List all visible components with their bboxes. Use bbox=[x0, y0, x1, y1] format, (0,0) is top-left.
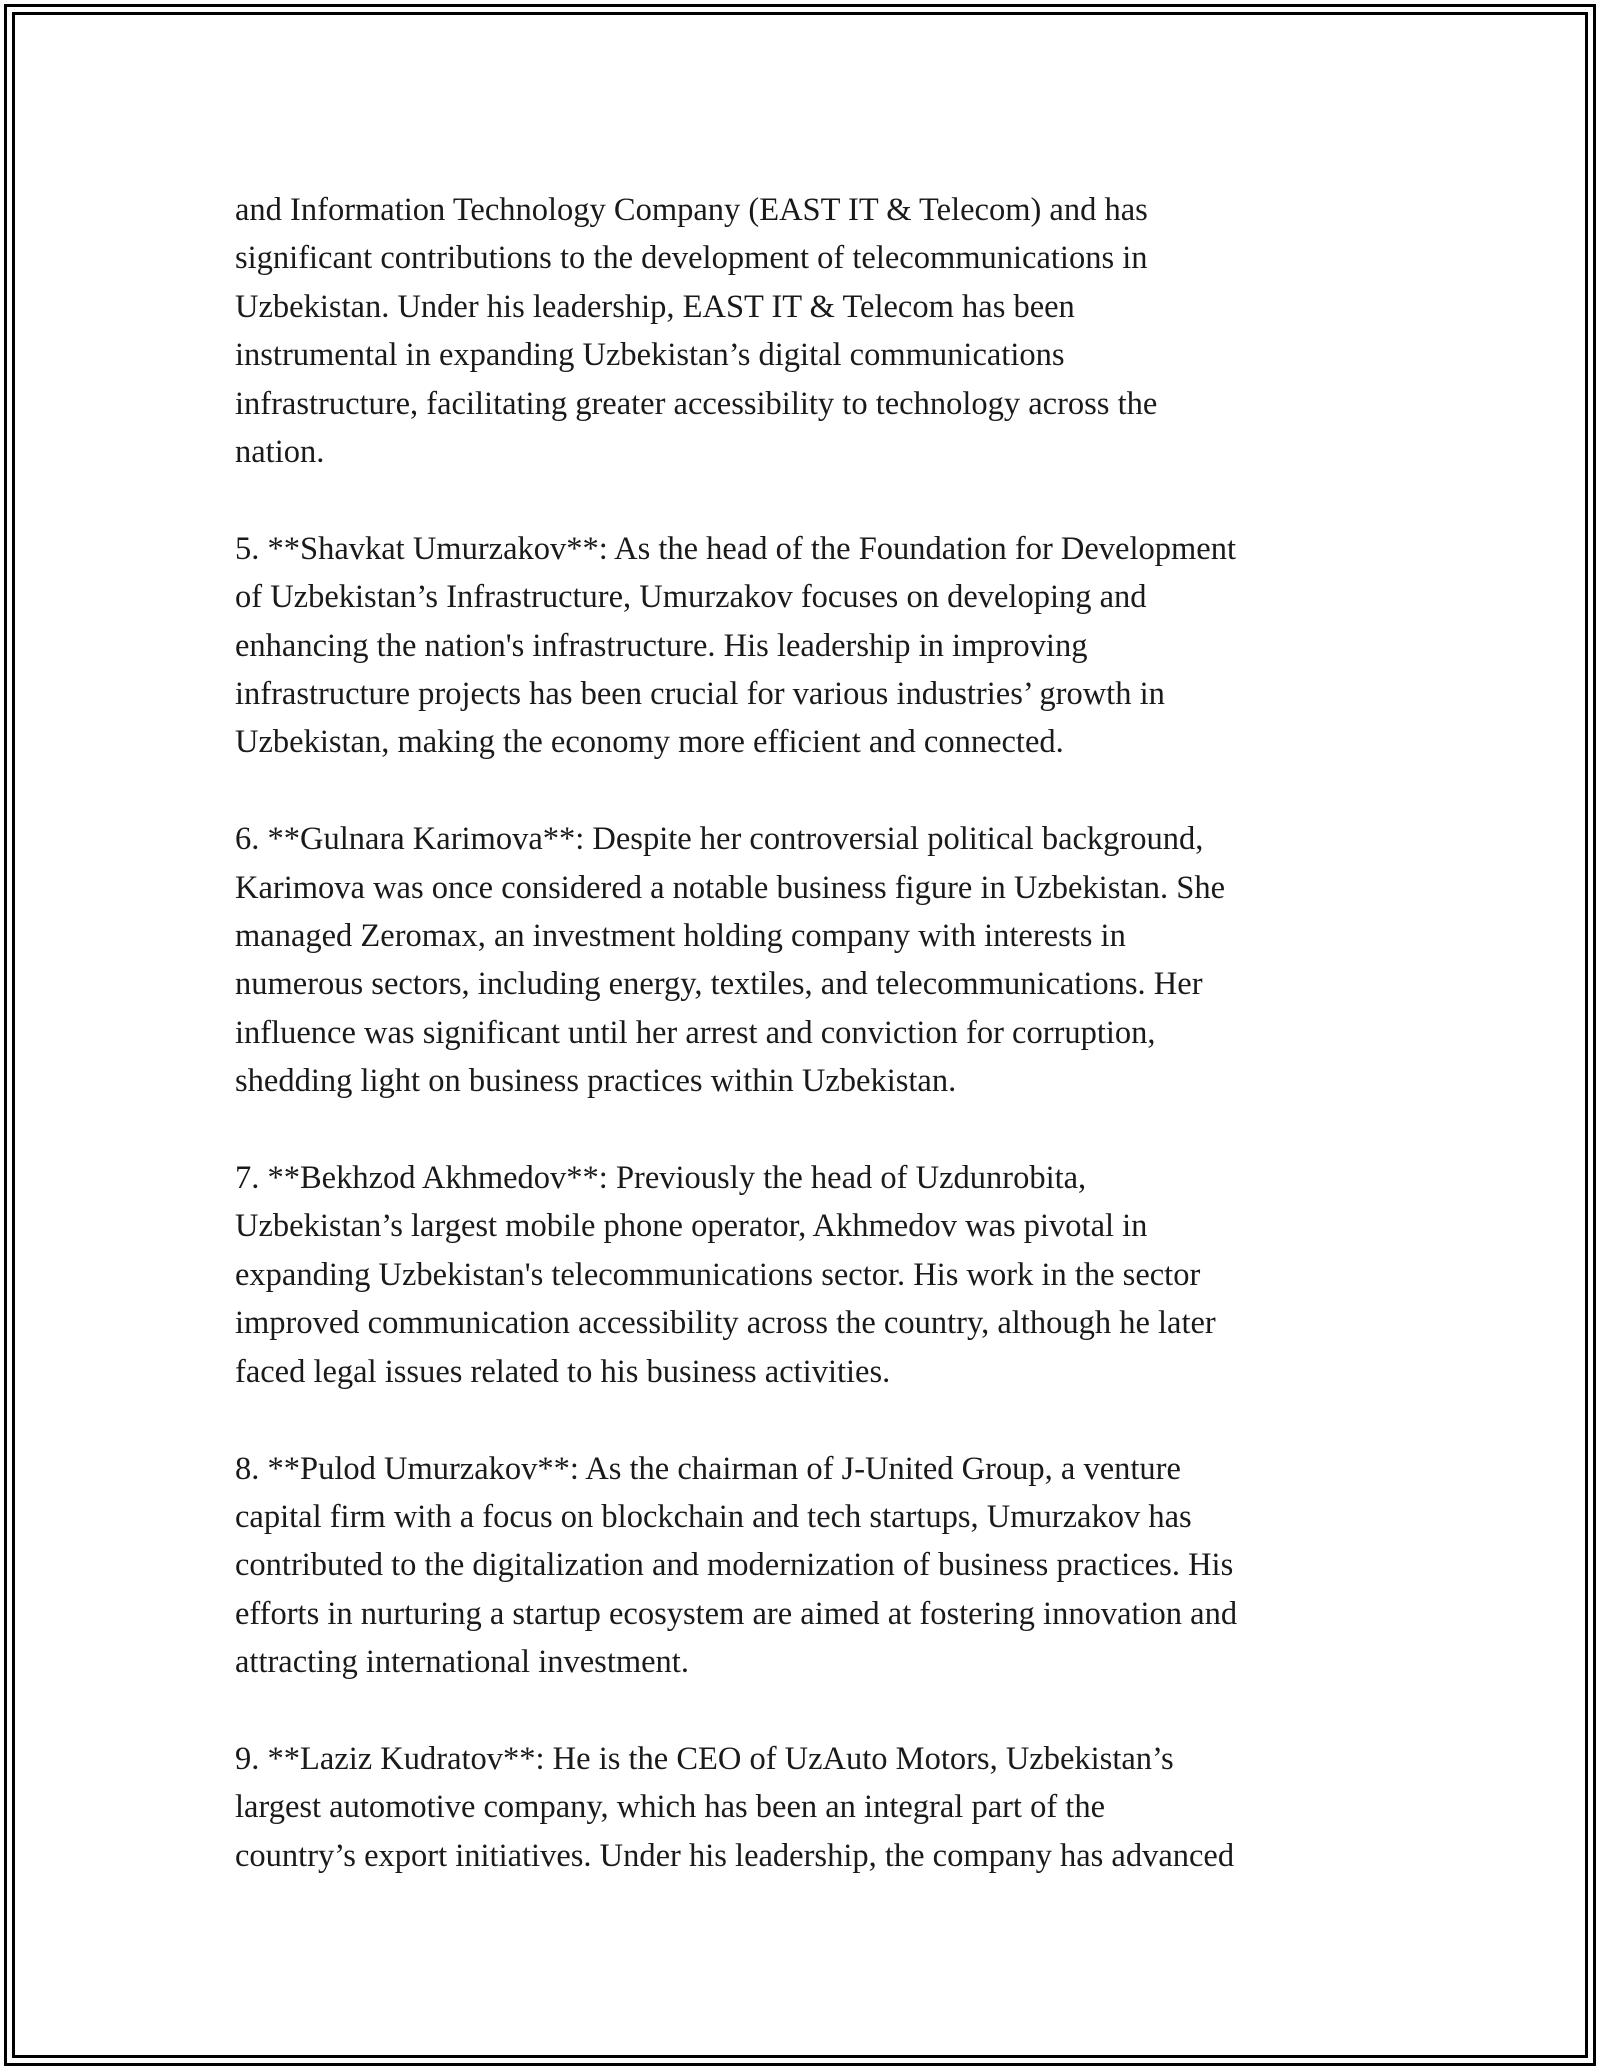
text-line: Uzbekistan, making the economy more efficient and connected. bbox=[235, 724, 1064, 761]
text-line: instrumental in expanding Uzbekistan’s digital communications bbox=[235, 337, 1065, 374]
text-line: influence was significant until her arrest and conviction for corruption, bbox=[235, 1014, 1156, 1051]
text-line: numerous sectors, including energy, textiles, and telecommunications. Her bbox=[235, 966, 1203, 1003]
text-line: enhancing the nation's infrastructure. His leadership in improving bbox=[235, 627, 1088, 664]
text-line: attracting international investment. bbox=[235, 1644, 689, 1681]
text-line: efforts in nurturing a startup ecosystem are aimed at fostering innovation and bbox=[235, 1595, 1238, 1632]
text-line: faced legal issues related to his business activities. bbox=[235, 1353, 891, 1390]
text-line: Uzbekistan. Under his leadership, EAST IT & Telecom has been bbox=[235, 288, 1075, 325]
text-line: capital firm with a focus on blockchain and tech startups, Umurzakov has bbox=[235, 1498, 1192, 1535]
text-line: largest automotive company, which has been an integral part of the bbox=[235, 1789, 1105, 1826]
paragraph-item-7 bbox=[235, 1154, 1375, 1396]
text-line: contributed to the digitalization and modernization of business practices. His bbox=[235, 1547, 1234, 1584]
paragraph-east-it-telecom bbox=[235, 186, 1375, 476]
text-line: Uzbekistan’s largest mobile phone operator, Akhmedov was pivotal in bbox=[235, 1208, 1148, 1245]
document-body bbox=[235, 186, 1375, 1929]
text-line: 9. **Laziz Kudratov**: He is the CEO of UzAuto Motors, Uzbekistan’s bbox=[235, 1740, 1174, 1777]
text-line: 7. **Bekhzod Akhmedov**: Previously the head of Uzdunrobita, bbox=[235, 1160, 1087, 1197]
paragraph-item-6 bbox=[235, 815, 1375, 1105]
text-line: significant contributions to the development of telecommunications in bbox=[235, 240, 1148, 277]
text-line: managed Zeromax, an investment holding company with interests in bbox=[235, 918, 1126, 955]
text-line: improved communication accessibility across the country, although he later bbox=[235, 1305, 1216, 1342]
text-line: shedding light on business practices within Uzbekistan. bbox=[235, 1063, 957, 1100]
paragraph-item-9 bbox=[235, 1735, 1375, 1880]
paragraph-item-5 bbox=[235, 525, 1375, 767]
text-line: infrastructure, facilitating greater accessibility to technology across the bbox=[235, 385, 1158, 422]
text-line: 6. **Gulnara Karimova**: Despite her controversial political background, bbox=[235, 821, 1204, 858]
text-line: infrastructure projects has been crucial for various industries’ growth in bbox=[235, 676, 1165, 713]
text-line: of Uzbekistan’s Infrastructure, Umurzakov focuses on developing and bbox=[235, 579, 1147, 616]
text-line: 5. **Shavkat Umurzakov**: As the head of the Foundation for Development bbox=[235, 530, 1236, 567]
text-line: Karimova was once considered a notable business figure in Uzbekistan. She bbox=[235, 869, 1226, 906]
text-line: and Information Technology Company (EAST IT & Telecom) and has bbox=[235, 192, 1148, 228]
text-line: 8. **Pulod Umurzakov**: As the chairman of J-United Group, a venture bbox=[235, 1450, 1181, 1487]
text-line: expanding Uzbekistan's telecommunications sector. His work in the sector bbox=[235, 1256, 1201, 1293]
paragraph-item-8 bbox=[235, 1445, 1375, 1687]
text-line: nation. bbox=[235, 434, 325, 471]
text-line: country’s export initiatives. Under his leadership, the company has advanced bbox=[235, 1837, 1235, 1874]
